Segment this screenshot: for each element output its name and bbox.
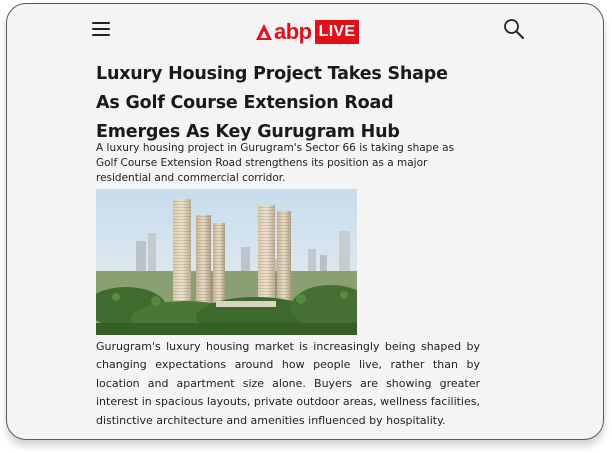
article-headline[interactable]: Luxury Housing Project Takes Shape As Golf Course Extension Road Emerges As Key Gurugram Hub [96, 64, 448, 142]
hamburger-menu-icon[interactable] [92, 22, 110, 38]
logo-text: abp [274, 19, 312, 44]
logo-triangle-icon [255, 23, 273, 41]
article-summary: A luxury housing project in Gurugram's Sector 66 is taking shape as Golf Course Extension Road strengthens its position as a major residential and commercial corridor. [96, 142, 455, 184]
site-logo[interactable] [255, 19, 359, 45]
search-icon[interactable] [503, 18, 525, 40]
live-badge: LIVE [315, 20, 360, 44]
article-hero-image [96, 189, 357, 335]
device-frame [6, 3, 604, 440]
article-body: Gurugram's luxury housing market is increasingly being shaped by changing expectations around how people live, rather than by location and apartment size alone. Buyers are showing greater interest in spacious layouts, private outdoor areas, wellness facilities, distinctive architecture and amenities influenced by hospitality. [96, 340, 480, 427]
top-bar [7, 4, 603, 60]
